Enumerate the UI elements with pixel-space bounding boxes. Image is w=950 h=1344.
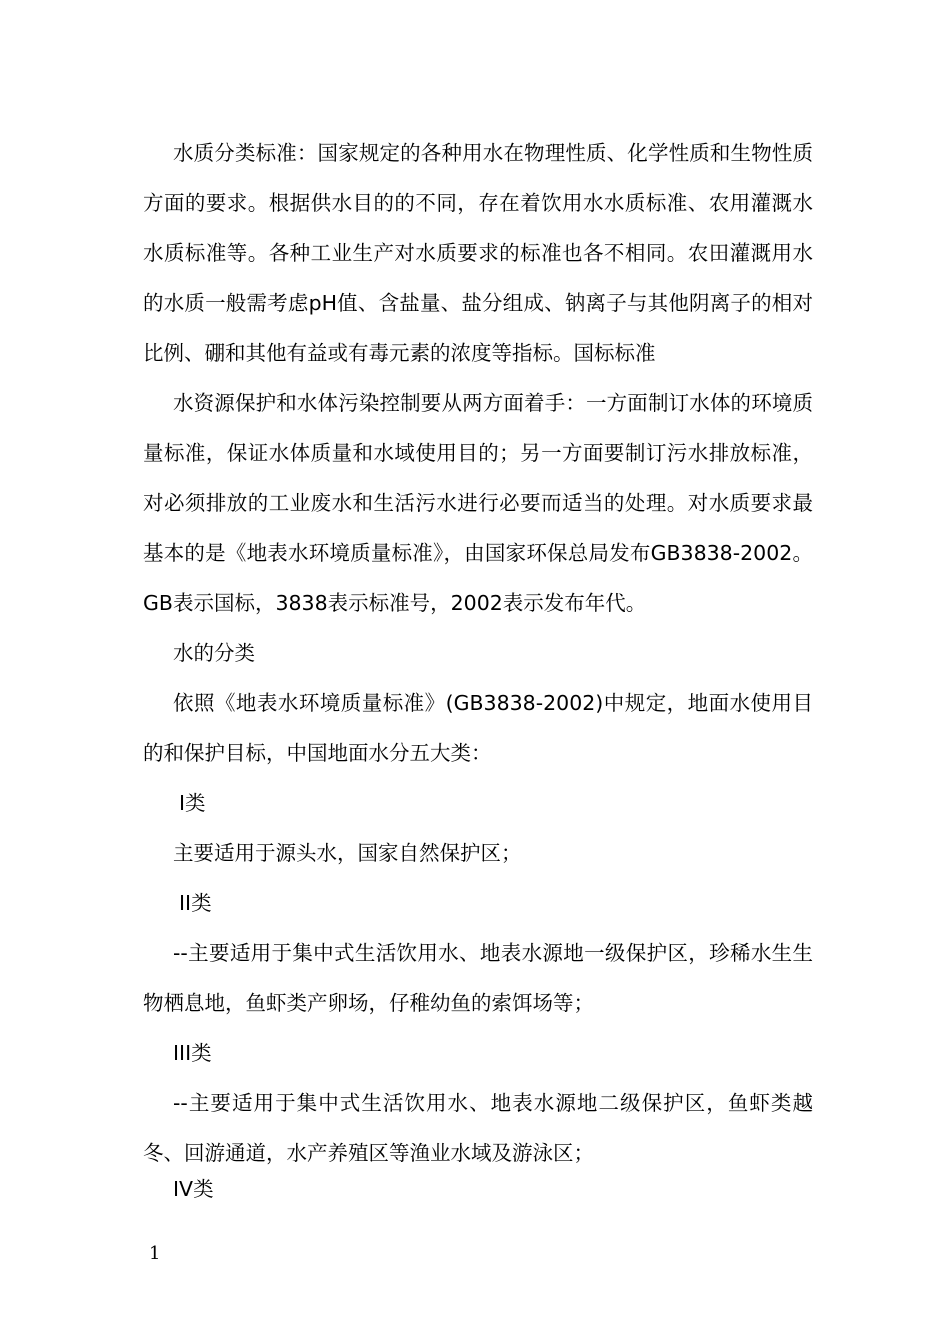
heading-class-2: II类 bbox=[179, 891, 212, 915]
paragraph-classification-intro: 依照《地表水环境质量标准》(GB3838-2002)中规定，地面水使用目的和保护目标，中国地面水分五大类： bbox=[143, 691, 813, 765]
paragraph-water-quality-standard: 水质分类标准：国家规定的各种用水在物理性质、化学性质和生物性质方面的要求。根据供水目的的不同，存在着饮用水水质标准、农用灌溉水水质标准等。各种工业生产对水质要求的标准也各不相同。农田灌溉用水的水质一般需考虑pH值、含盐量、盐分组成、钠离子与其他阴离子的相对比例、硼和其他有益或有毒元素的浓度等指标。国标标准 bbox=[143, 141, 813, 365]
paragraph-class-1-desc: 主要适用于源头水，国家自然保护区； bbox=[173, 841, 522, 865]
heading-class-4: IV类 bbox=[173, 1177, 214, 1201]
page-number: 1 bbox=[149, 1243, 161, 1264]
paragraph-class-2-desc: --主要适用于集中式生活饮用水、地表水源地一级保护区，珍稀水生生物栖息地，鱼虾类产卵场，仔稚幼鱼的索饵场等； bbox=[143, 941, 813, 1015]
heading-water-classification: 水的分类 bbox=[173, 641, 255, 665]
heading-class-3: III类 bbox=[173, 1041, 212, 1065]
paragraph-class-3-desc: --主要适用于集中式生活饮用水、地表水源地二级保护区，鱼虾类越冬、回游通道，水产养殖区等渔业水域及游泳区； bbox=[143, 1091, 813, 1165]
document-body bbox=[143, 128, 813, 1210]
paragraph-water-protection: 水资源保护和水体污染控制要从两方面着手：一方面制订水体的环境质量标准，保证水体质量和水域使用目的；另一方面要制订污水排放标准，对必须排放的工业废水和生活污水进行必要而适当的处理。对水质要求最基本的是《地表水环境质量标准》，由国家环保总局发布GB3838-2002。GB表示国标，3838表示标准号，2002表示发布年代。 bbox=[143, 391, 813, 615]
heading-class-1: I类 bbox=[179, 791, 206, 815]
